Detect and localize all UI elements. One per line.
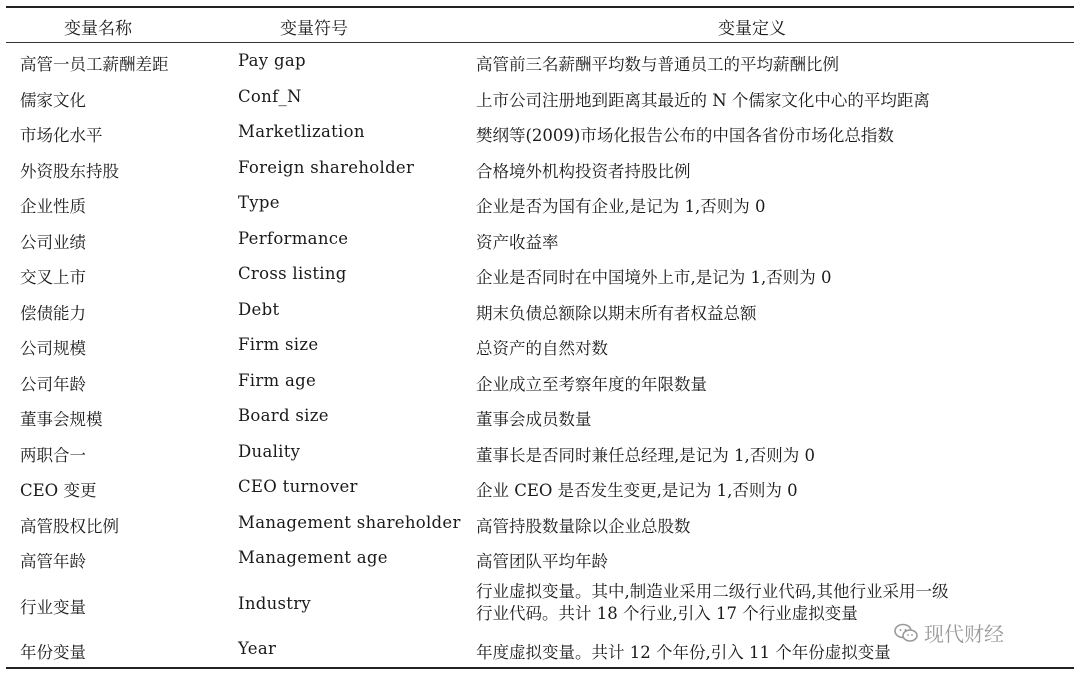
- variable-name: 公司规模: [20, 339, 86, 358]
- watermark-text: 现代财经: [924, 622, 1004, 646]
- table-row: [6, 151, 1074, 187]
- variable-name: 董事会规模: [20, 410, 103, 429]
- variable-symbol: Foreign shareholder: [238, 157, 415, 177]
- header-variable-symbol: 变量符号: [280, 19, 348, 39]
- variable-symbol: Pay gap: [238, 51, 306, 70]
- table-row: [6, 399, 1074, 435]
- variable-name: 公司年龄: [20, 374, 86, 394]
- variable-definition: 总资产的自然对数: [476, 339, 608, 358]
- table-row: [6, 506, 1074, 542]
- variable-definition: 高管持股数量除以企业总股数: [476, 516, 691, 536]
- variable-definition: 上市公司注册地到距离其最近的 N 个儒家文化中心的平均距离: [476, 90, 930, 110]
- variable-name: 高管股权比例: [20, 516, 119, 536]
- variable-name: 两职合一: [20, 445, 86, 465]
- variable-name: 偿债能力: [20, 303, 86, 323]
- variable-symbol: Conf_N: [238, 86, 302, 106]
- variable-definition: 高管前三名薪酬平均数与普通员工的平均薪酬比例: [476, 55, 839, 74]
- variable-symbol: Industry: [238, 593, 312, 613]
- variable-definition-table: [6, 6, 1074, 669]
- table-row: [6, 44, 1074, 80]
- variable-definition: 董事长是否同时兼任总经理,是记为 1,否则为 0: [476, 445, 815, 465]
- header-variable-definition: 变量定义: [718, 19, 786, 39]
- variable-symbol: Year: [238, 638, 277, 658]
- variable-name: CEO 变更: [20, 481, 97, 500]
- variable-symbol: Performance: [238, 228, 349, 248]
- variable-definition: 企业成立至考察年度的年限数量: [476, 374, 707, 394]
- variable-definition: 年度虚拟变量。共计 12 个年份,引入 11 个年份虚拟变量: [476, 642, 891, 662]
- table-row: [6, 364, 1074, 400]
- variable-name: 高管一员工薪酬差距: [20, 55, 169, 74]
- watermark: [894, 618, 1004, 647]
- table-row: [6, 435, 1074, 471]
- table-row: [6, 80, 1074, 116]
- variable-definition: 合格境外机构投资者持股比例: [476, 161, 691, 181]
- table-row: [6, 115, 1074, 151]
- variable-symbol: Type: [238, 193, 280, 212]
- table-row: [6, 222, 1074, 258]
- variable-symbol: Board size: [238, 406, 329, 425]
- variable-definition: 企业是否为国有企业,是记为 1,否则为 0: [476, 197, 766, 216]
- wechat-icon: [894, 623, 918, 643]
- variable-symbol: Debt: [238, 299, 280, 319]
- variable-definition: 董事会成员数量: [476, 410, 592, 429]
- variable-symbol: Duality: [238, 441, 301, 461]
- variable-symbol: Firm age: [238, 370, 317, 390]
- variable-symbol: Management age: [238, 548, 388, 567]
- variable-definition: 樊纲等(2009)市场化报告公布的中国各省份市场化总指数: [476, 126, 894, 145]
- table-row: [6, 328, 1074, 364]
- variable-definition-line: 行业虚拟变量。其中,制造业采用二级行业代码,其他行业采用一级: [476, 581, 949, 601]
- variable-name: 外资股东持股: [20, 161, 119, 181]
- table-header: [6, 6, 1074, 42]
- variable-name: 儒家文化: [20, 90, 86, 110]
- variable-definition: 企业是否同时在中国境外上市,是记为 1,否则为 0: [476, 268, 832, 287]
- variable-symbol: CEO turnover: [238, 477, 358, 496]
- variable-symbol: Marketlization: [238, 122, 365, 141]
- table-row: [6, 186, 1074, 222]
- variable-name: 行业变量: [20, 597, 86, 617]
- table-row: [6, 541, 1074, 577]
- variable-name: 市场化水平: [20, 126, 103, 145]
- table-header-rule: [6, 42, 1074, 43]
- variable-definition: 高管团队平均年龄: [476, 552, 608, 571]
- variable-name: 交叉上市: [20, 268, 86, 287]
- table-bottom-rule: [6, 667, 1074, 669]
- table-body: [6, 44, 1074, 667]
- variable-symbol: Cross listing: [238, 264, 347, 283]
- variable-definition: 期末负债总额除以期末所有者权益总额: [476, 303, 757, 323]
- variable-definition-line: 行业代码。共计 18 个行业,引入 17 个行业虚拟变量: [476, 603, 858, 623]
- table-row: [6, 293, 1074, 329]
- variable-name: 年份变量: [20, 642, 86, 662]
- variable-definition: 企业 CEO 是否发生变更,是记为 1,否则为 0: [476, 481, 798, 500]
- table-row: [6, 257, 1074, 293]
- variable-name: 公司业绩: [20, 232, 86, 252]
- table-row: [6, 470, 1074, 506]
- variable-definition: 资产收益率: [476, 232, 559, 252]
- header-variable-name: 变量名称: [64, 19, 132, 39]
- variable-symbol: Firm size: [238, 335, 319, 354]
- variable-symbol: Management shareholder: [238, 512, 461, 532]
- variable-name: 企业性质: [20, 197, 86, 216]
- variable-name: 高管年龄: [20, 552, 86, 571]
